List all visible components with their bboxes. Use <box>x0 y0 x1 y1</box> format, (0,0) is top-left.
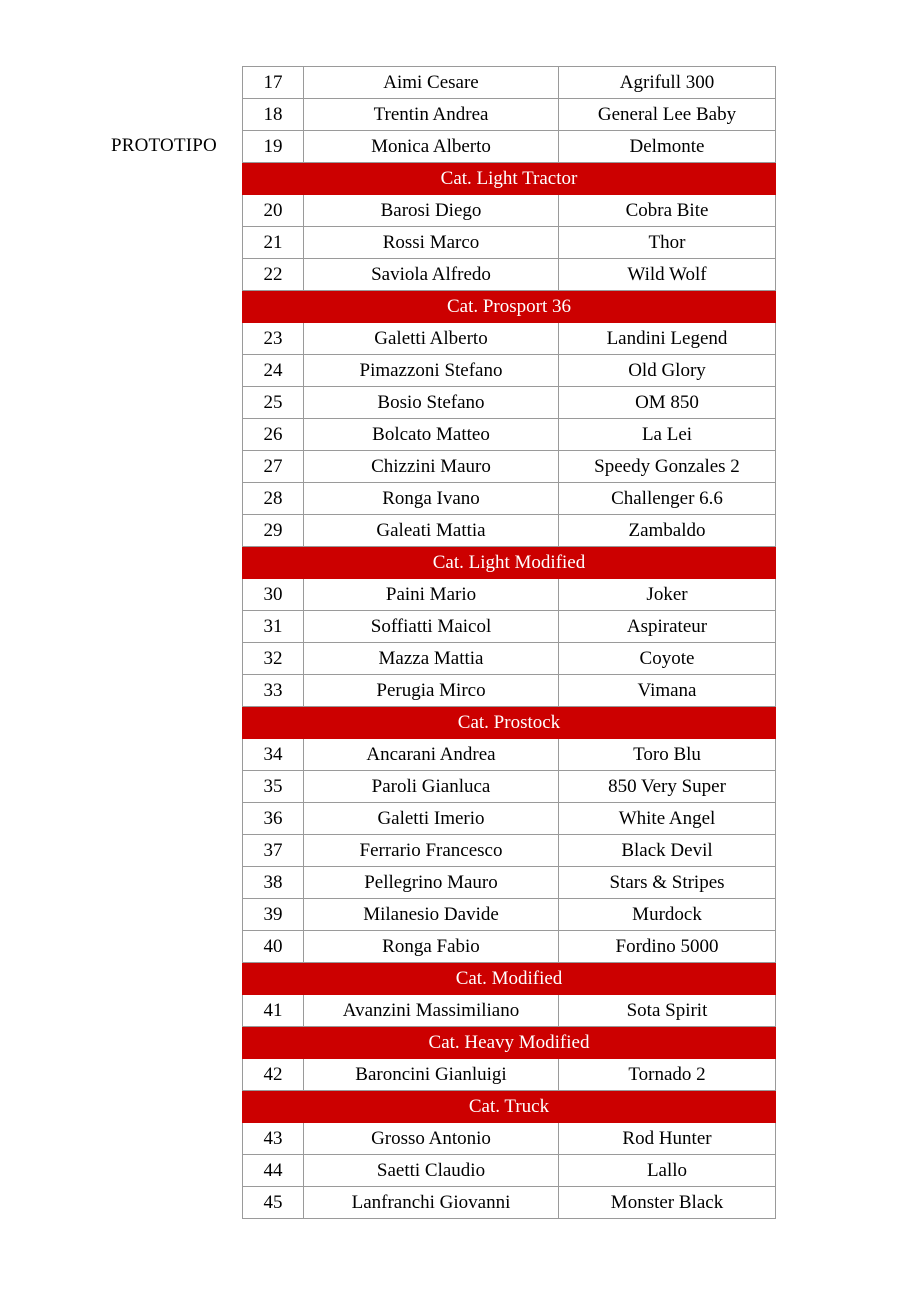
vehicle-name: Joker <box>559 579 776 611</box>
entry-number: 45 <box>243 1187 304 1219</box>
category-label: Cat. Heavy Modified <box>243 1027 776 1059</box>
driver-name: Milanesio Davide <box>304 899 559 931</box>
entry-number: 29 <box>243 515 304 547</box>
entry-number: 18 <box>243 99 304 131</box>
vehicle-name: Thor <box>559 227 776 259</box>
entry-number: 22 <box>243 259 304 291</box>
vehicle-name: Tornado 2 <box>559 1059 776 1091</box>
entry-row <box>243 451 776 483</box>
driver-name: Chizzini Mauro <box>304 451 559 483</box>
category-header-row <box>243 547 776 579</box>
vehicle-name: Monster Black <box>559 1187 776 1219</box>
entry-row <box>243 835 776 867</box>
driver-name: Ancarani Andrea <box>304 739 559 771</box>
driver-name: Bolcato Matteo <box>304 419 559 451</box>
vehicle-name: 850 Very Super <box>559 771 776 803</box>
entry-row <box>243 483 776 515</box>
vehicle-name: Sota Spirit <box>559 995 776 1027</box>
driver-name: Monica Alberto <box>304 131 559 163</box>
entry-row <box>243 1187 776 1219</box>
vehicle-name: Wild Wolf <box>559 259 776 291</box>
vehicle-name: Agrifull 300 <box>559 67 776 99</box>
entry-number: 32 <box>243 643 304 675</box>
driver-name: Saviola Alfredo <box>304 259 559 291</box>
driver-name: Ronga Fabio <box>304 931 559 963</box>
vehicle-name: Vimana <box>559 675 776 707</box>
category-header-row <box>243 707 776 739</box>
entry-number: 19 <box>243 131 304 163</box>
category-label: Cat. Modified <box>243 963 776 995</box>
entry-number: 40 <box>243 931 304 963</box>
entry-row <box>243 227 776 259</box>
category-label: Cat. Prostock <box>243 707 776 739</box>
category-label: Cat. Light Modified <box>243 547 776 579</box>
entry-number: 30 <box>243 579 304 611</box>
vehicle-name: Cobra Bite <box>559 195 776 227</box>
entry-number: 33 <box>243 675 304 707</box>
entry-number: 34 <box>243 739 304 771</box>
entry-number: 42 <box>243 1059 304 1091</box>
category-header-row <box>243 1091 776 1123</box>
entry-number: 43 <box>243 1123 304 1155</box>
vehicle-name: Fordino 5000 <box>559 931 776 963</box>
vehicle-name: Toro Blu <box>559 739 776 771</box>
entry-list-table <box>242 66 776 1219</box>
vehicle-name: Murdock <box>559 899 776 931</box>
entry-row <box>243 419 776 451</box>
driver-name: Ronga Ivano <box>304 483 559 515</box>
entry-number: 25 <box>243 387 304 419</box>
entry-number: 23 <box>243 323 304 355</box>
driver-name: Perugia Mirco <box>304 675 559 707</box>
category-header-row <box>243 163 776 195</box>
entry-number: 20 <box>243 195 304 227</box>
entry-row <box>243 643 776 675</box>
entry-row <box>243 995 776 1027</box>
vehicle-name: Stars & Stripes <box>559 867 776 899</box>
driver-name: Ferrario Francesco <box>304 835 559 867</box>
category-header-row <box>243 963 776 995</box>
entry-number: 31 <box>243 611 304 643</box>
entry-row <box>243 675 776 707</box>
entry-row <box>243 1059 776 1091</box>
entry-row <box>243 323 776 355</box>
driver-name: Paini Mario <box>304 579 559 611</box>
entry-number: 41 <box>243 995 304 1027</box>
side-label-prototipo: PROTOTIPO <box>111 135 217 156</box>
category-header-row <box>243 291 776 323</box>
entry-number: 26 <box>243 419 304 451</box>
entry-number: 27 <box>243 451 304 483</box>
vehicle-name: General Lee Baby <box>559 99 776 131</box>
entry-row <box>243 67 776 99</box>
entry-row <box>243 99 776 131</box>
entry-row <box>243 931 776 963</box>
driver-name: Baroncini Gianluigi <box>304 1059 559 1091</box>
entry-row <box>243 515 776 547</box>
entry-number: 38 <box>243 867 304 899</box>
entry-number: 36 <box>243 803 304 835</box>
driver-name: Pellegrino Mauro <box>304 867 559 899</box>
category-label: Cat. Truck <box>243 1091 776 1123</box>
category-label: Cat. Light Tractor <box>243 163 776 195</box>
vehicle-name: Rod Hunter <box>559 1123 776 1155</box>
driver-name: Bosio Stefano <box>304 387 559 419</box>
driver-name: Rossi Marco <box>304 227 559 259</box>
driver-name: Soffiatti Maicol <box>304 611 559 643</box>
driver-name: Galetti Imerio <box>304 803 559 835</box>
entry-row <box>243 1123 776 1155</box>
entry-number: 35 <box>243 771 304 803</box>
entry-row <box>243 771 776 803</box>
category-header-row <box>243 1027 776 1059</box>
driver-name: Galeati Mattia <box>304 515 559 547</box>
entry-row <box>243 867 776 899</box>
driver-name: Paroli Gianluca <box>304 771 559 803</box>
entry-row <box>243 899 776 931</box>
entry-row <box>243 579 776 611</box>
driver-name: Avanzini Massimiliano <box>304 995 559 1027</box>
vehicle-name: Lallo <box>559 1155 776 1187</box>
driver-name: Pimazzoni Stefano <box>304 355 559 387</box>
entry-number: 17 <box>243 67 304 99</box>
driver-name: Aimi Cesare <box>304 67 559 99</box>
driver-name: Mazza Mattia <box>304 643 559 675</box>
vehicle-name: Black Devil <box>559 835 776 867</box>
entry-row <box>243 803 776 835</box>
entry-list-body <box>243 67 776 1219</box>
entry-row <box>243 131 776 163</box>
vehicle-name: Landini Legend <box>559 323 776 355</box>
entry-row <box>243 259 776 291</box>
driver-name: Saetti Claudio <box>304 1155 559 1187</box>
entry-row <box>243 1155 776 1187</box>
driver-name: Lanfranchi Giovanni <box>304 1187 559 1219</box>
entry-number: 24 <box>243 355 304 387</box>
entry-number: 21 <box>243 227 304 259</box>
category-label: Cat. Prosport 36 <box>243 291 776 323</box>
vehicle-name: Challenger 6.6 <box>559 483 776 515</box>
vehicle-name: Delmonte <box>559 131 776 163</box>
entry-row <box>243 195 776 227</box>
vehicle-name: La Lei <box>559 419 776 451</box>
entry-row <box>243 387 776 419</box>
entry-row <box>243 611 776 643</box>
vehicle-name: Coyote <box>559 643 776 675</box>
vehicle-name: Speedy Gonzales 2 <box>559 451 776 483</box>
entry-row <box>243 355 776 387</box>
vehicle-name: OM 850 <box>559 387 776 419</box>
vehicle-name: Old Glory <box>559 355 776 387</box>
driver-name: Barosi Diego <box>304 195 559 227</box>
vehicle-name: Zambaldo <box>559 515 776 547</box>
driver-name: Galetti Alberto <box>304 323 559 355</box>
entry-number: 44 <box>243 1155 304 1187</box>
entry-row <box>243 739 776 771</box>
entry-number: 37 <box>243 835 304 867</box>
entry-number: 39 <box>243 899 304 931</box>
driver-name: Trentin Andrea <box>304 99 559 131</box>
vehicle-name: Aspirateur <box>559 611 776 643</box>
entry-number: 28 <box>243 483 304 515</box>
vehicle-name: White Angel <box>559 803 776 835</box>
driver-name: Grosso Antonio <box>304 1123 559 1155</box>
